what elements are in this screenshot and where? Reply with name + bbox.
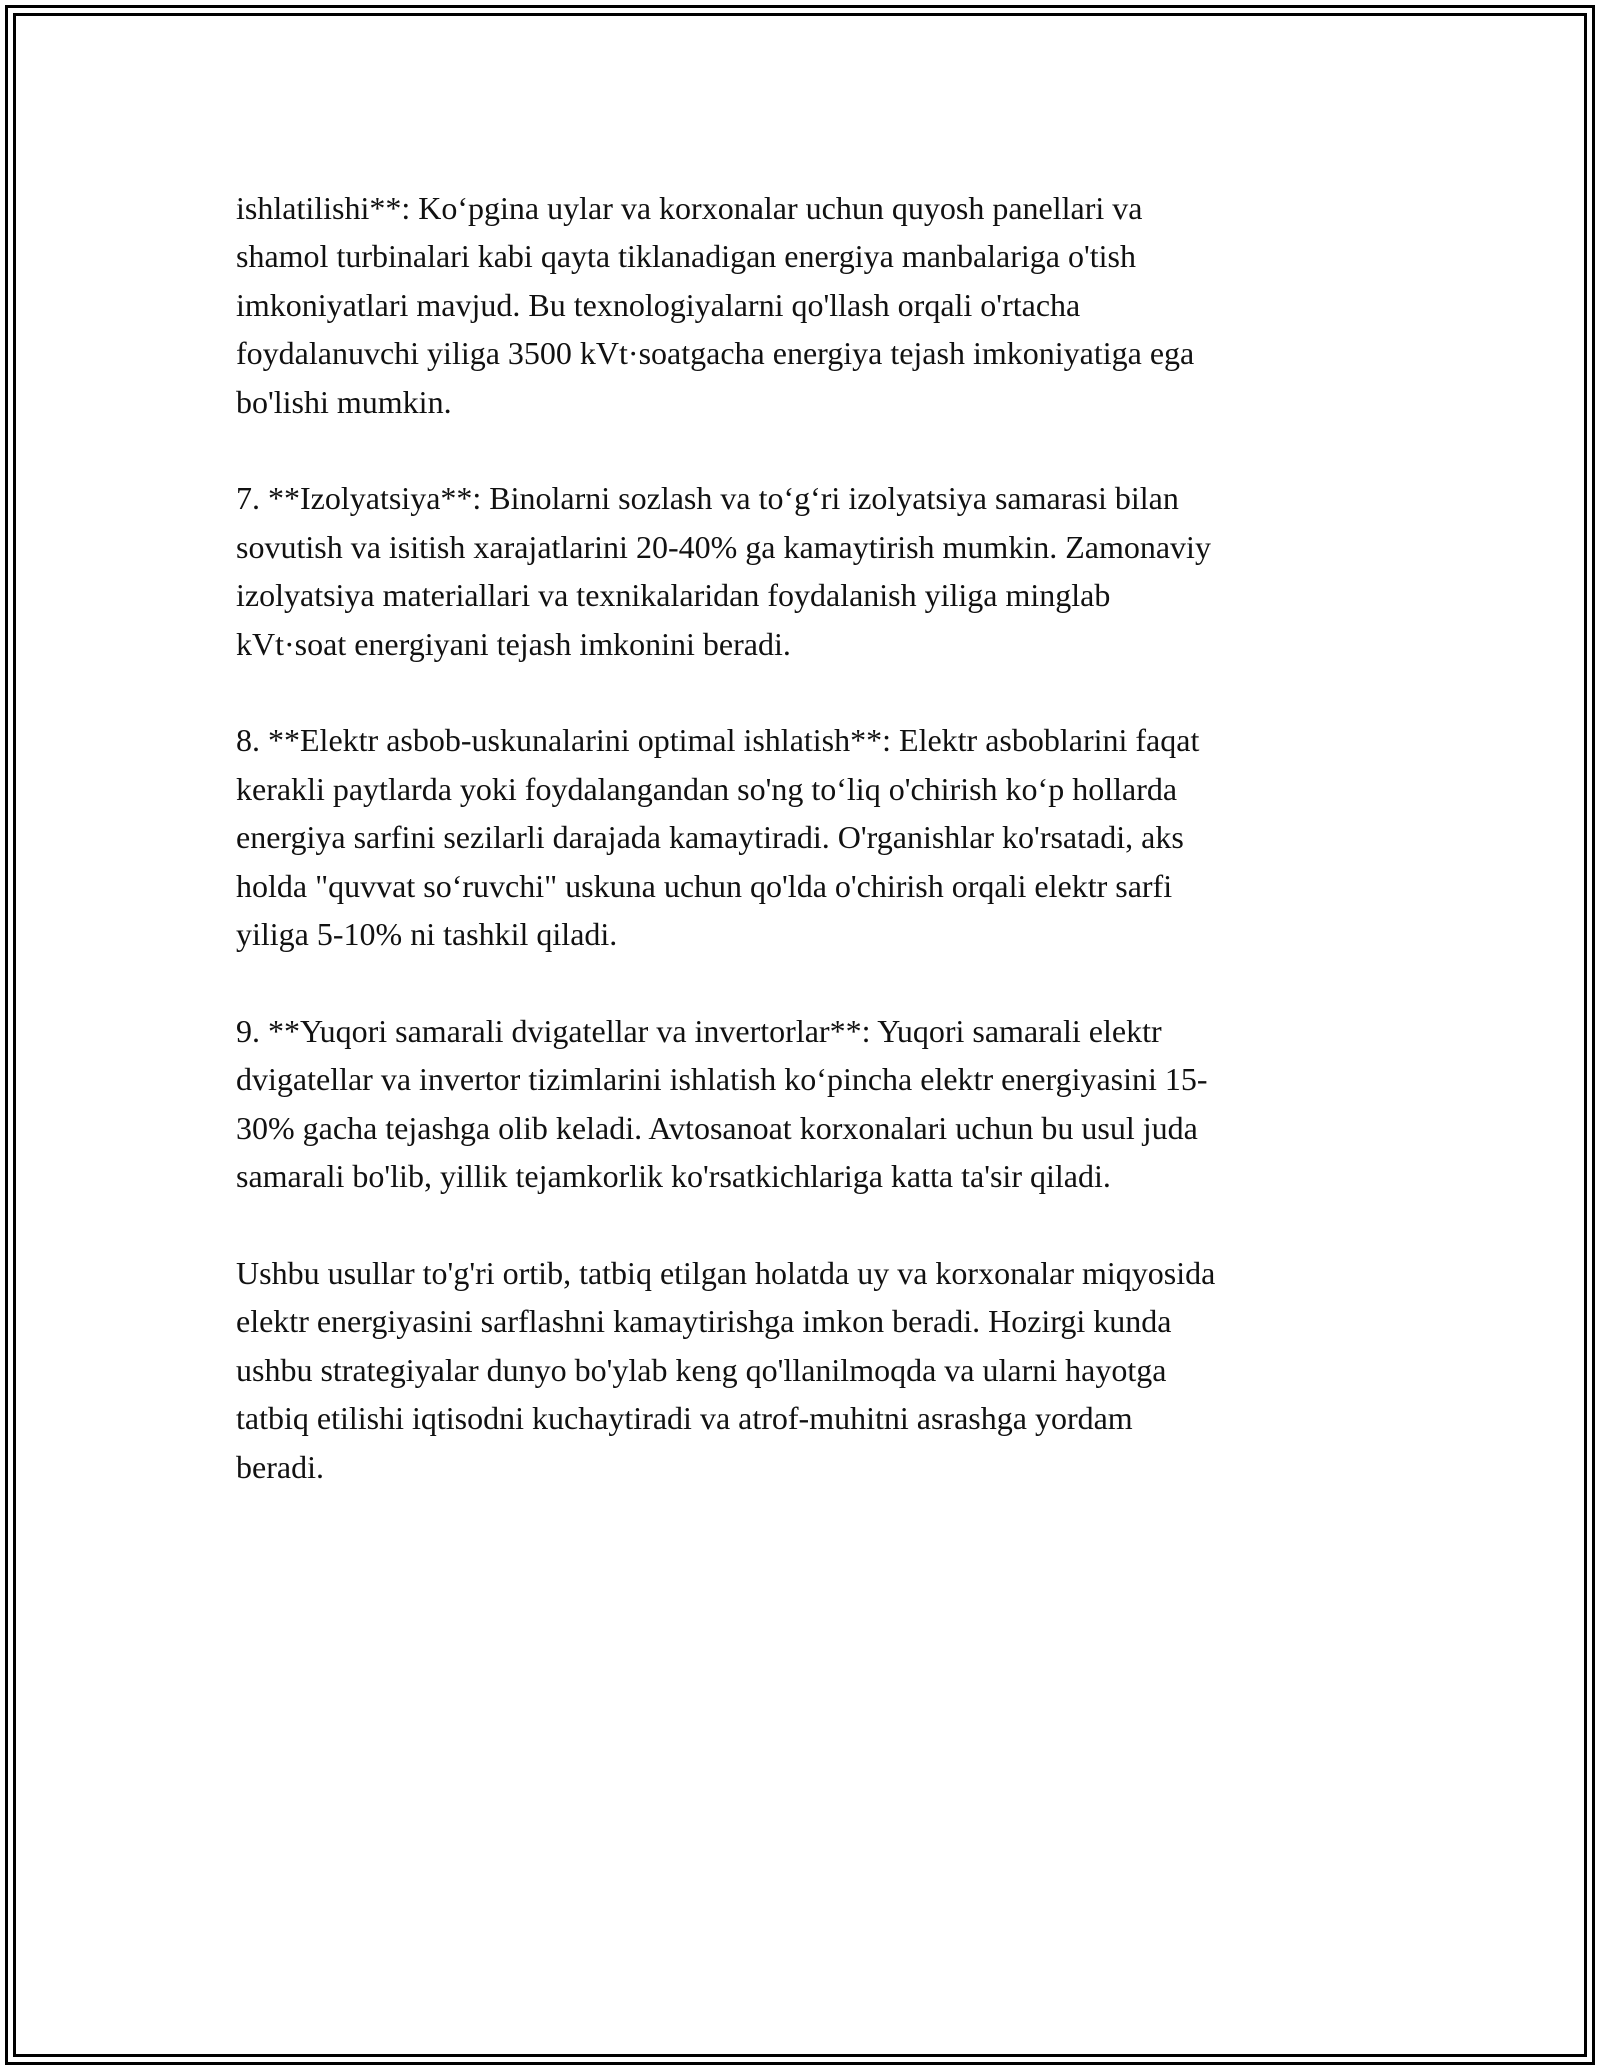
text-line: tatbiq etilishi iqtisodni kuchaytiradi va atrof-muhitni asrashga yordam bbox=[236, 1400, 1133, 1437]
text-line: ishlatilishi**: Ko‘pgina uylar va korxonalar uchun quyosh panellari va bbox=[236, 190, 1143, 226]
text-line: 30% gacha tejashga olib keladi. Avtosanoat korxonalari uchun bu usul juda bbox=[236, 1109, 1198, 1146]
paragraph-item-9-motors bbox=[236, 1007, 1376, 1201]
text-line: kVt·soat energiyani tejash imkonini beradi. bbox=[236, 625, 791, 662]
paragraph-item-7-insulation bbox=[236, 474, 1376, 668]
text-line: ushbu strategiyalar dunyo bo'ylab keng qo'llanilmoqda va ularni hayotga bbox=[236, 1351, 1167, 1388]
text-line: elektr energiyasini sarflashni kamaytirishga imkon beradi. Hozirgi kunda bbox=[236, 1303, 1172, 1340]
text-line: yiliga 5-10% ni tashkil qiladi. bbox=[236, 916, 618, 953]
text-line: 7. **Izolyatsiya**: Binolarni sozlash va to‘g‘ri izolyatsiya samarasi bilan bbox=[236, 480, 1179, 517]
text-line: samarali bo'lib, yillik tejamkorlik ko'rsatkichlariga katta ta'sir qiladi. bbox=[236, 1158, 1111, 1195]
text-line: energiya sarfini sezilarli darajada kamaytiradi. O'rganishlar ko'rsatadi, aks bbox=[236, 819, 1184, 856]
text-line: holda "quvvat so‘ruvchi" uskuna uchun qo'lda o'chirish orqali elektr sarfi bbox=[236, 867, 1173, 904]
paragraph-conclusion bbox=[236, 1249, 1376, 1491]
text-line: Ushbu usullar to'g'ri ortib, tatbiq etilgan holatda uy va korxonalar miqyosida bbox=[236, 1254, 1216, 1291]
paragraph-renewable-energy bbox=[236, 184, 1376, 426]
text-line: 8. **Elektr asbob-uskunalarini optimal ishlatish**: Elektr asboblarini faqat bbox=[236, 722, 1200, 759]
text-line: 9. **Yuqori samarali dvigatellar va invertorlar**: Yuqori samarali elektr bbox=[236, 1012, 1162, 1049]
text-line: bo'lishi mumkin. bbox=[236, 383, 452, 420]
text-line: imkoniyatlari mavjud. Bu texnologiyalarni qo'llash orqali o'rtacha bbox=[236, 286, 1081, 323]
text-line: izolyatsiya materiallari va texnikalaridan foydalanish yiliga minglab bbox=[236, 577, 1111, 614]
text-line: beradi. bbox=[236, 1448, 324, 1485]
document-body bbox=[236, 184, 1376, 1539]
text-line: foydalanuvchi yiliga 3500 kVt·soatgacha energiya tejash imkoniyatiga ega bbox=[236, 335, 1195, 372]
paragraph-item-8-appliances bbox=[236, 716, 1376, 958]
text-line: dvigatellar va invertor tizimlarini ishlatish ko‘pincha elektr energiyasini 15- bbox=[236, 1061, 1208, 1098]
text-line: kerakli paytlarda yoki foydalangandan so'ng to‘liq o'chirish ko‘p hollarda bbox=[236, 770, 1178, 807]
text-line: shamol turbinalari kabi qayta tiklanadigan energiya manbalariga o'tish bbox=[236, 238, 1136, 275]
text-line: sovutish va isitish xarajatlarini 20-40% ga kamaytirish mumkin. Zamonaviy bbox=[236, 528, 1211, 565]
